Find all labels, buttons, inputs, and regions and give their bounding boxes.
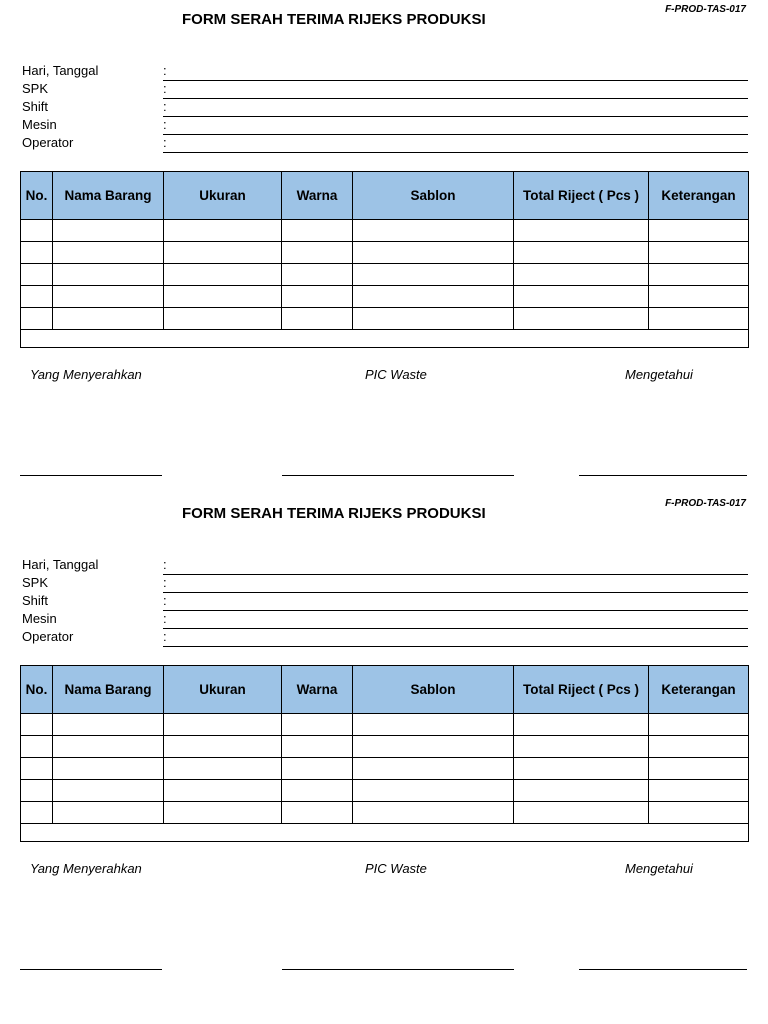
field-label: Operator [22,135,74,150]
signature-label-yang-menyerahkan: Yang Menyerahkan [30,367,142,382]
table-cell[interactable] [53,802,164,824]
field-colon: : [163,63,167,78]
table-row [21,220,749,242]
table-cell[interactable] [282,308,353,330]
form-code: F-PROD-TAS-017 [665,498,746,509]
table-cell[interactable] [649,714,749,736]
table-row [21,780,749,802]
signature-line-yang-menyerahkan[interactable] [20,475,162,476]
reject-form-1 [0,0,768,495]
field-label: Mesin [22,117,57,132]
field-colon: : [163,135,167,150]
table-row [21,758,749,780]
table-cell[interactable] [353,780,514,802]
col-header-warna: Warna [282,172,353,220]
field-colon: : [163,593,167,608]
table-cell[interactable] [514,736,649,758]
table-cell[interactable] [53,242,164,264]
col-header-keterangan: Keterangan [649,666,749,714]
field-label: SPK [22,575,49,590]
field-colon: : [163,99,167,114]
table-row [21,286,749,308]
col-header-total-riject: Total Riject ( Pcs ) [514,666,649,714]
table-cell[interactable] [282,736,353,758]
col-header-nama-barang: Nama Barang [53,666,164,714]
field-label: Shift [22,99,49,114]
col-header-nama-barang: Nama Barang [53,172,164,220]
table-cell[interactable] [53,264,164,286]
table-footer-cell[interactable] [21,330,749,348]
table-cell[interactable] [353,802,514,824]
signature-line-pic-waste[interactable] [282,969,514,970]
table-cell[interactable] [353,714,514,736]
col-header-sablon: Sablon [353,172,514,220]
table-cell[interactable] [649,308,749,330]
table-header-row [21,666,749,714]
table-cell[interactable] [514,220,649,242]
table-cell[interactable] [21,308,53,330]
field-hari-tanggal[interactable] [22,557,748,575]
table-cell[interactable] [282,714,353,736]
field-colon: : [163,117,167,132]
table-footer-cell[interactable] [21,824,749,842]
field-shift[interactable] [22,99,748,117]
field-spk[interactable] [22,81,748,99]
table-cell[interactable] [21,242,53,264]
signature-line-yang-menyerahkan[interactable] [20,969,162,970]
field-line [163,152,748,153]
table-cell[interactable] [649,758,749,780]
table-cell[interactable] [649,286,749,308]
table-cell[interactable] [164,714,282,736]
form-title: FORM SERAH TERIMA RIJEKS PRODUKSI [182,11,486,28]
table-cell[interactable] [353,242,514,264]
field-label: Operator [22,629,74,644]
table-cell[interactable] [53,736,164,758]
table-cell[interactable] [353,736,514,758]
field-mesin[interactable] [22,611,748,629]
table-cell[interactable] [649,780,749,802]
signature-line-mengetahui[interactable] [579,475,747,476]
table-cell[interactable] [514,780,649,802]
signature-label-mengetahui: Mengetahui [625,367,693,382]
table-cell[interactable] [649,242,749,264]
reject-form-2 [0,494,768,989]
reject-table [20,171,749,348]
table-cell[interactable] [53,714,164,736]
table-cell[interactable] [21,736,53,758]
reject-table [20,665,749,842]
table-cell[interactable] [282,220,353,242]
table-cell[interactable] [282,264,353,286]
table-cell[interactable] [164,286,282,308]
field-mesin[interactable] [22,117,748,135]
col-header-warna: Warna [282,666,353,714]
field-colon: : [163,629,167,644]
table-cell[interactable] [21,286,53,308]
table-cell[interactable] [53,220,164,242]
table-cell[interactable] [164,736,282,758]
signature-line-pic-waste[interactable] [282,475,514,476]
form-code: F-PROD-TAS-017 [665,4,746,15]
table-cell[interactable] [353,220,514,242]
table-row [21,802,749,824]
table-cell[interactable] [164,802,282,824]
table-cell[interactable] [164,758,282,780]
field-colon: : [163,575,167,590]
table-cell[interactable] [514,242,649,264]
field-hari-tanggal[interactable] [22,63,748,81]
table-cell[interactable] [282,286,353,308]
table-cell[interactable] [53,286,164,308]
field-operator[interactable] [22,135,748,153]
table-cell[interactable] [514,714,649,736]
table-cell[interactable] [53,308,164,330]
table-cell[interactable] [649,264,749,286]
col-header-no: No. [21,666,53,714]
table-cell[interactable] [649,802,749,824]
table-cell[interactable] [164,308,282,330]
table-cell[interactable] [353,264,514,286]
signature-label-mengetahui: Mengetahui [625,861,693,876]
table-cell[interactable] [53,780,164,802]
col-header-keterangan: Keterangan [649,172,749,220]
field-label: Hari, Tanggal [22,63,99,78]
table-cell[interactable] [514,286,649,308]
table-cell[interactable] [514,802,649,824]
table-cell[interactable] [353,286,514,308]
table-cell[interactable] [282,758,353,780]
table-cell[interactable] [514,758,649,780]
table-cell[interactable] [649,220,749,242]
table-cell[interactable] [282,242,353,264]
field-shift[interactable] [22,593,748,611]
col-header-ukuran: Ukuran [164,666,282,714]
table-row [21,264,749,286]
table-cell[interactable] [164,264,282,286]
table-cell[interactable] [21,802,53,824]
signature-line-mengetahui[interactable] [579,969,747,970]
signature-label-pic-waste: PIC Waste [365,861,427,876]
table-cell[interactable] [21,714,53,736]
table-cell[interactable] [353,308,514,330]
field-spk[interactable] [22,575,748,593]
field-label: SPK [22,81,49,96]
table-row [21,714,749,736]
table-cell[interactable] [164,220,282,242]
table-footer-row [21,824,749,842]
table-cell[interactable] [514,264,649,286]
table-header-row [21,172,749,220]
col-header-sablon: Sablon [353,666,514,714]
signature-label-pic-waste: PIC Waste [365,367,427,382]
col-header-ukuran: Ukuran [164,172,282,220]
col-header-no: No. [21,172,53,220]
field-label: Mesin [22,611,57,626]
field-colon: : [163,81,167,96]
table-footer-row [21,330,749,348]
col-header-total-riject: Total Riject ( Pcs ) [514,172,649,220]
field-label: Shift [22,593,49,608]
table-cell[interactable] [514,308,649,330]
table-cell[interactable] [21,758,53,780]
table-cell[interactable] [282,802,353,824]
table-row [21,242,749,264]
field-line [163,646,748,647]
table-row [21,736,749,758]
table-row [21,308,749,330]
table-cell[interactable] [353,758,514,780]
table-cell[interactable] [282,780,353,802]
field-label: Hari, Tanggal [22,557,99,572]
table-cell[interactable] [53,758,164,780]
table-cell[interactable] [21,780,53,802]
field-colon: : [163,611,167,626]
form-title: FORM SERAH TERIMA RIJEKS PRODUKSI [182,505,486,522]
table-cell[interactable] [164,242,282,264]
field-colon: : [163,557,167,572]
table-cell[interactable] [164,780,282,802]
field-operator[interactable] [22,629,748,647]
table-cell[interactable] [21,220,53,242]
table-cell[interactable] [649,736,749,758]
table-cell[interactable] [21,264,53,286]
signature-label-yang-menyerahkan: Yang Menyerahkan [30,861,142,876]
